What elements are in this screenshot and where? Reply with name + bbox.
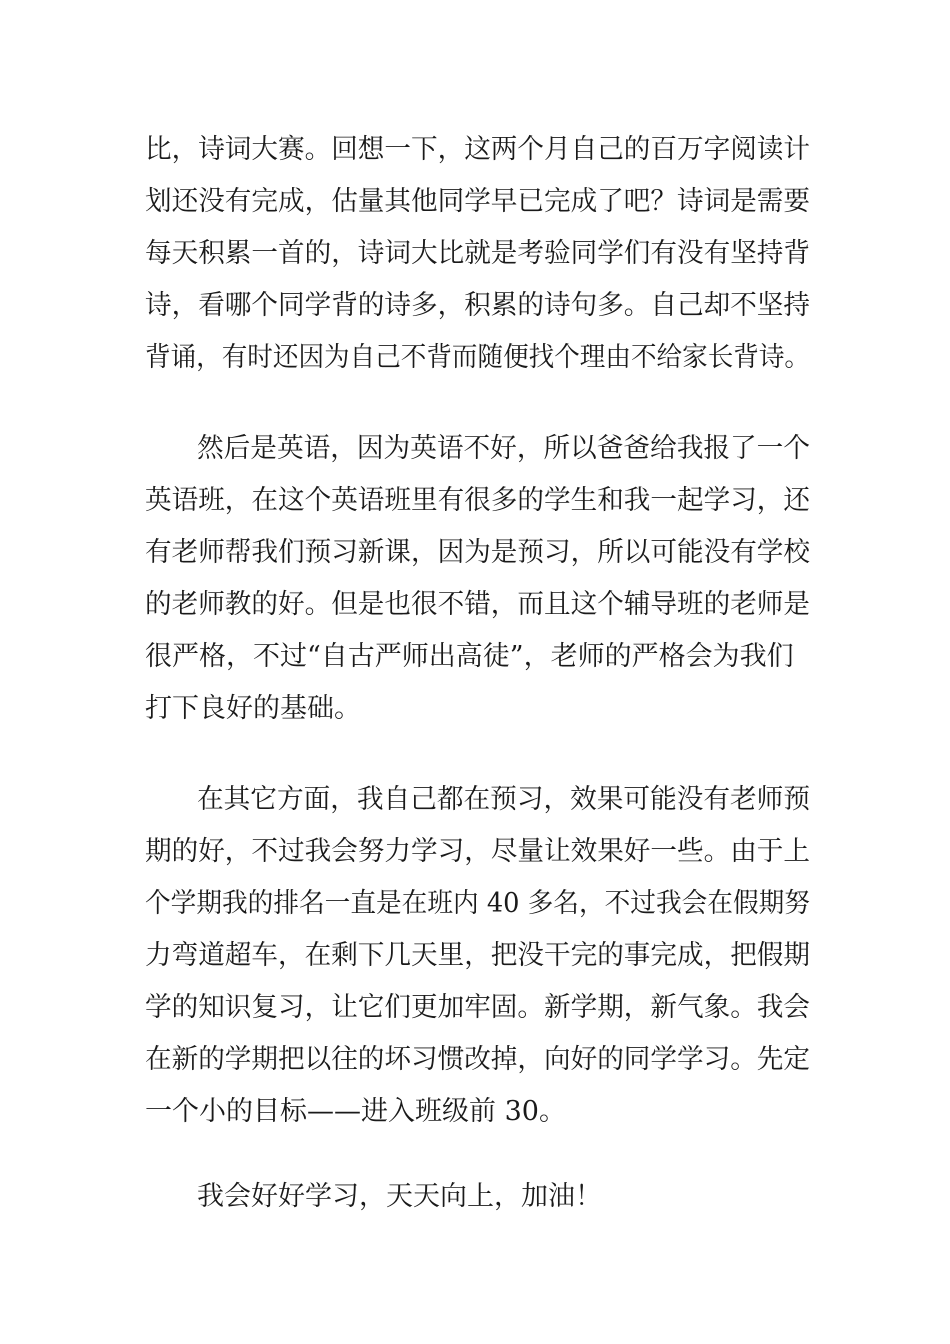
paragraph-2-line-5 (0, 631, 950, 683)
paragraph-1-line-5 (0, 332, 950, 384)
paragraph-3-line-2 (0, 826, 950, 878)
text-line: 有老师帮我们预习新课，因为是预习，所以可能没有学校 (145, 537, 811, 568)
paragraph-3-line-7 (0, 1086, 950, 1138)
paragraph-4-line-1 (0, 1171, 950, 1223)
text-line: 的老师教的好。但是也很不错，而且这个辅导班的老师是 (145, 589, 811, 620)
text-line: 然后是英语，因为英语不好，所以爸爸给我报了一个 (197, 433, 810, 464)
text-line: 打下良好的基础。 (145, 693, 361, 724)
paragraph-3-line-4 (0, 930, 950, 982)
paragraph-2-line-4 (0, 579, 950, 631)
text-line: 划还没有完成，估量其他同学早已完成了吧？诗词是需要 (145, 186, 811, 217)
paragraph-3-line-6 (0, 1034, 950, 1086)
text-line: 个学期我的排名一直是在班内 40 多名，不过我会在假期努 (145, 888, 810, 919)
text-line: 我会好好学习，天天向上，加油！ (197, 1181, 602, 1212)
text-line: 在其它方面，我自己都在预习，效果可能没有老师预 (197, 784, 810, 815)
text-line: 诗，看哪个同学背的诗多，积累的诗句多。自己却不坚持 (145, 290, 811, 321)
text-line: 一个小的目标——进入班级前 30。 (145, 1096, 566, 1127)
paragraph-1-line-3 (0, 228, 950, 280)
text-line: 每天积累一首的，诗词大比就是考验同学们有没有坚持背 (145, 238, 811, 269)
paragraph-3-line-1 (0, 774, 950, 826)
paragraph-1-line-4 (0, 280, 950, 332)
paragraph-2-line-3 (0, 527, 950, 579)
text-line: 很严格，不过“自古严师出高徒”，老师的严格会为我们 (145, 641, 794, 672)
paragraph-1-line-1 (0, 124, 950, 176)
text-line: 英语班，在这个英语班里有很多的学生和我一起学习，还 (145, 485, 811, 516)
text-line: 比，诗词大赛。回想一下，这两个月自己的百万字阅读计 (145, 134, 811, 165)
paragraph-1-line-2 (0, 176, 950, 228)
text-line: 期的好，不过我会努力学习，尽量让效果好一些。由于上 (145, 836, 811, 867)
paragraph-2-line-6 (0, 683, 950, 735)
paragraph-3-line-3 (0, 878, 950, 930)
paragraph-2-line-2 (0, 475, 950, 527)
text-line: 背诵，有时还因为自己不背而随便找个理由不给家长背诗。 (145, 342, 811, 373)
paragraph-3-line-5 (0, 982, 950, 1034)
text-line: 力弯道超车，在剩下几天里，把没干完的事完成，把假期 (145, 940, 811, 971)
paragraph-2-line-1 (0, 423, 950, 475)
text-line: 在新的学期把以往的坏习惯改掉，向好的同学学习。先定 (145, 1044, 811, 1075)
text-line: 学的知识复习，让它们更加牢固。新学期，新气象。我会 (145, 992, 811, 1023)
